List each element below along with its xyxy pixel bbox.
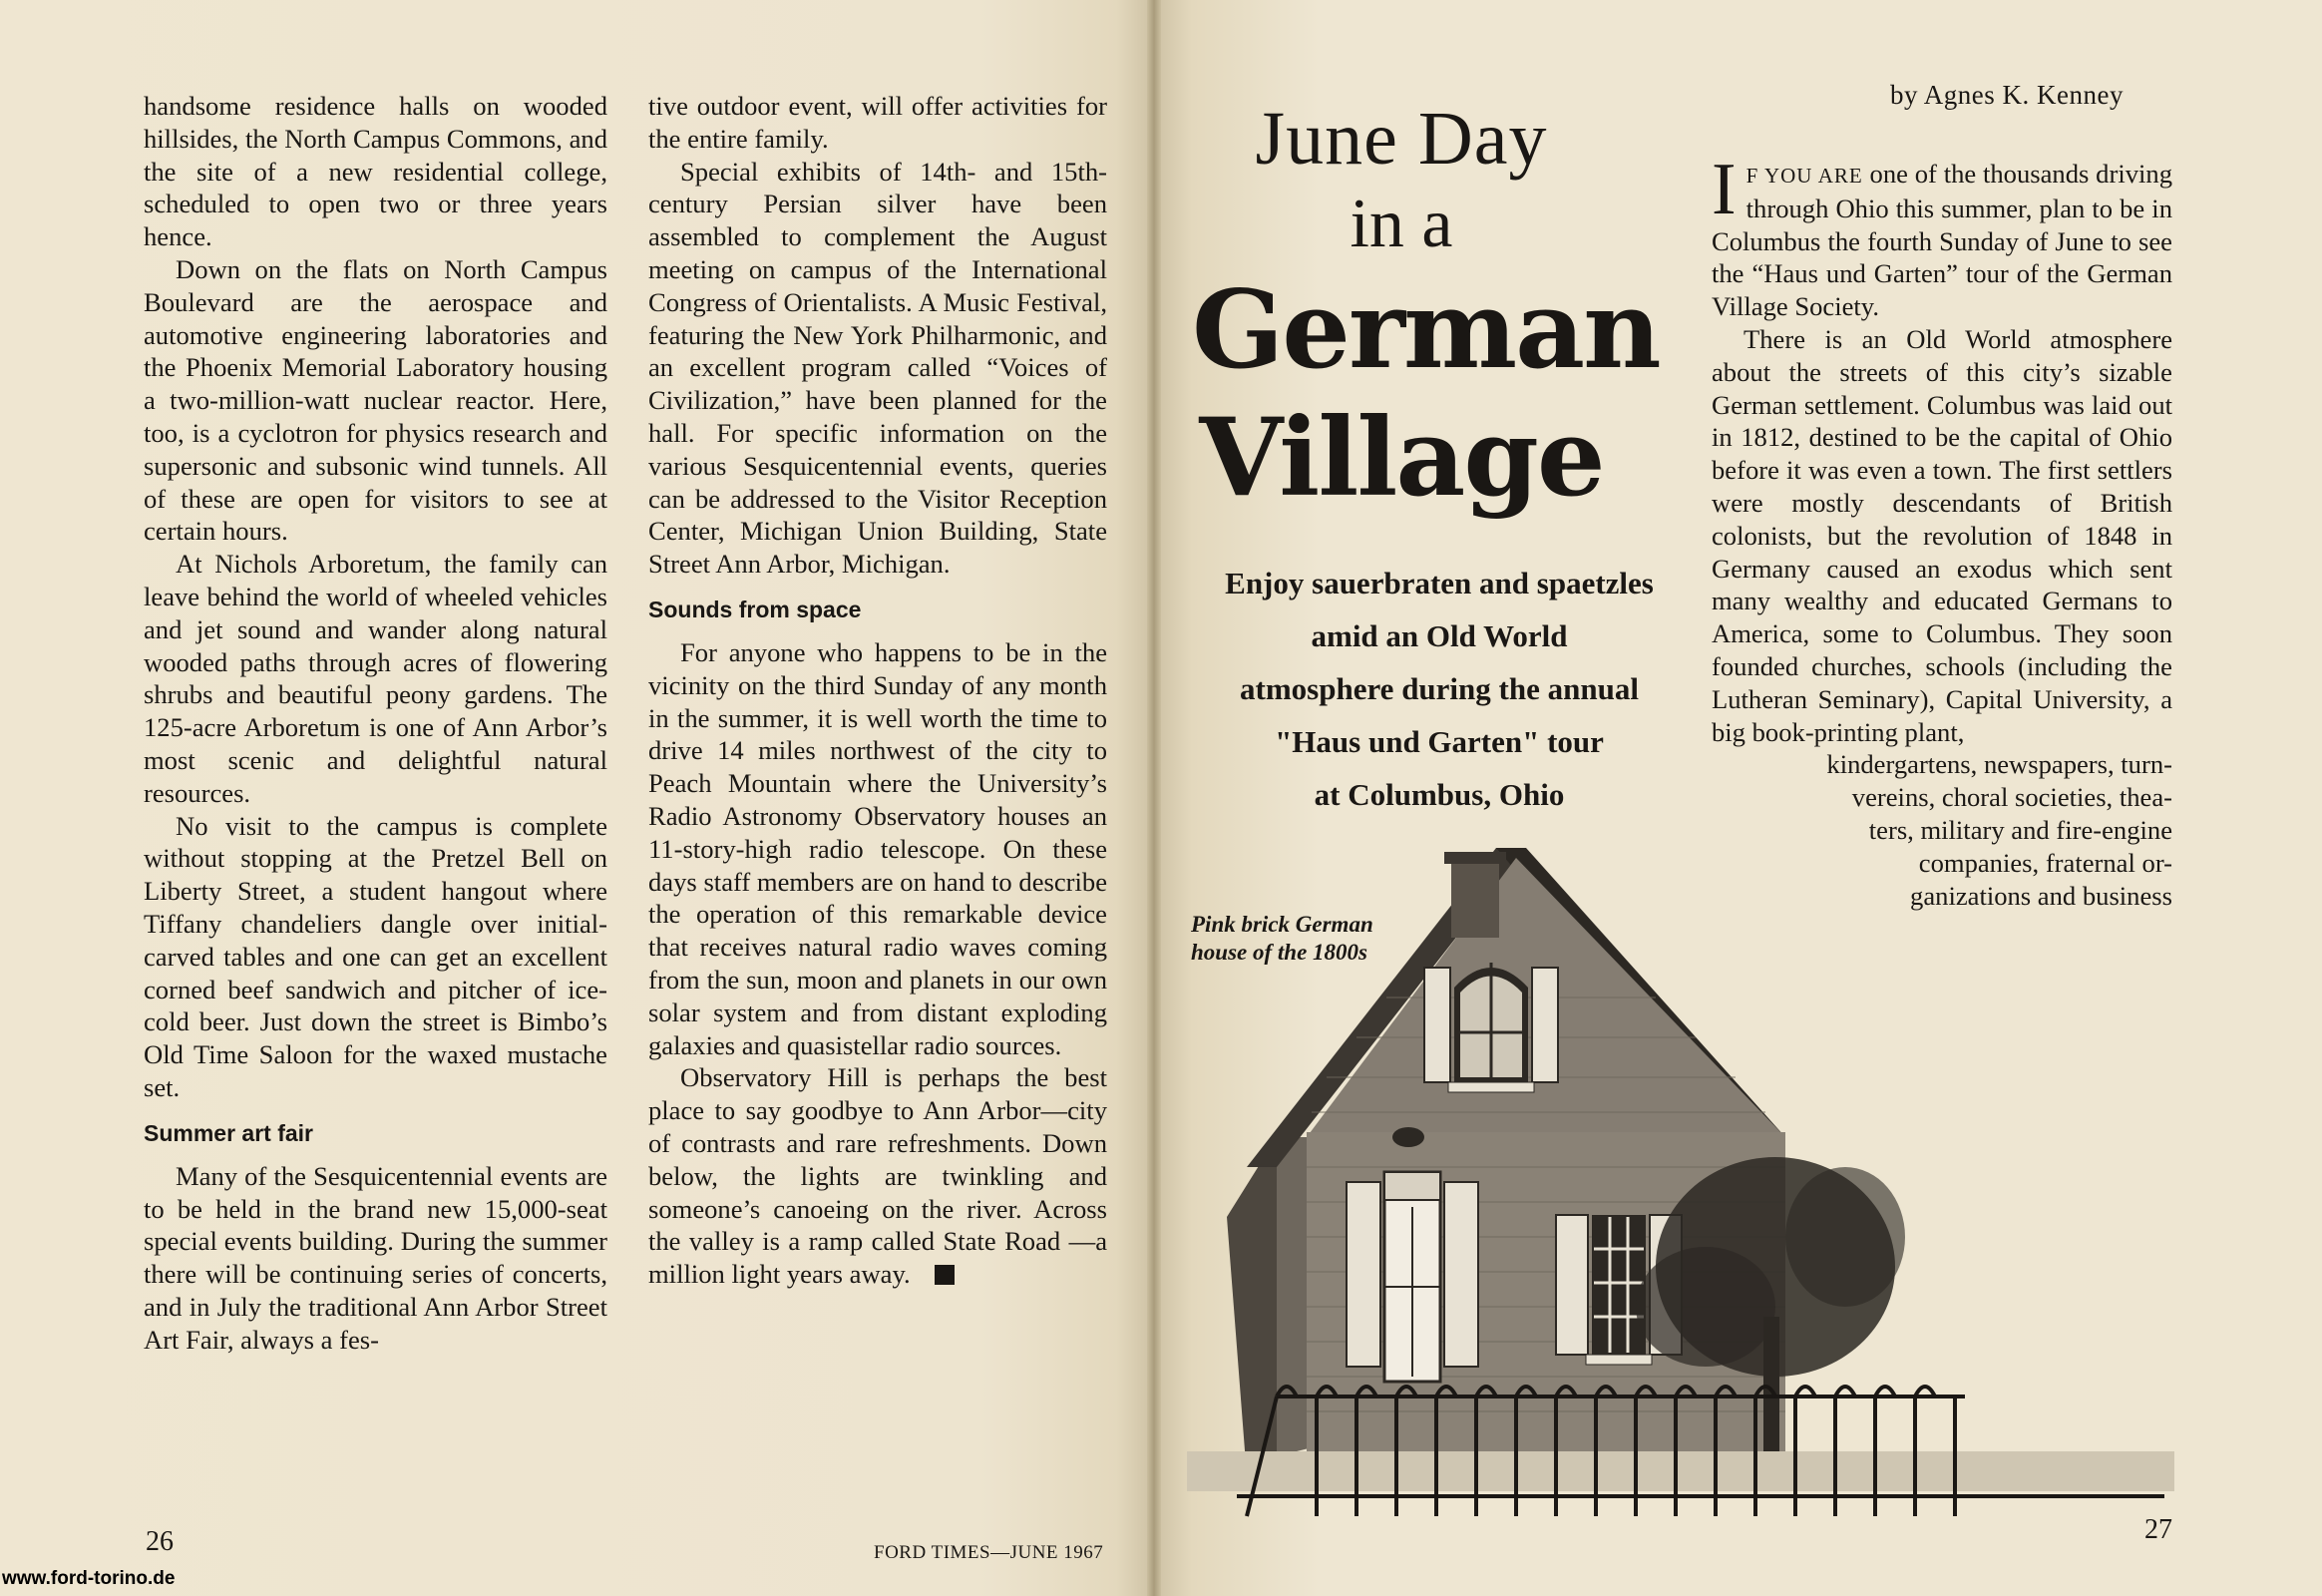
subtitle-line: amid an Old World (1311, 618, 1568, 653)
article-title (1192, 95, 1660, 522)
intro-paragraph (1712, 149, 2172, 323)
article-subtitle (1175, 557, 1704, 821)
end-of-article-mark (935, 1265, 955, 1285)
wrapped-line: ganizations and business (1910, 880, 2172, 911)
paragraph: Down on the flats on North Campus Boulevard are the aerospace and automotive engineering laboratories and the Phoenix Memorial Laboratory housing a two-million-watt nuclear reactor. Here, too, is a cyclotron for physics research and supersonic and subsonic wind tunnels. All of these are open for visitors to see at certain hours. (144, 253, 607, 547)
caption-line: house of the 1800s (1191, 940, 1367, 965)
magazine-footer: FORD TIMES—JUNE 1967 (874, 1542, 1104, 1563)
paragraph: For anyone who happens to be in the vicinity on the third Sunday of any month in the summer, it is well worth the time to drive 14 miles northwest of the city to Peach Mountain where the University’s Radio Astronomy Observatory houses an 11-story-high radio telescope. On these days staff members are on hand to describe the operation of this remarkable device that receives natural radio waves coming from the sun, moon and planets in our own solar system and from distant exploding galaxies and quasistellar radio sources. (648, 636, 1107, 1060)
subtitle-line: atmosphere during the annual (1240, 671, 1639, 706)
subtitle-line: Enjoy sauerbraten and spaetzles (1225, 566, 1654, 600)
title-line-blackletter: Village (1199, 395, 1604, 521)
subtitle-line: at Columbus, Ohio (1314, 777, 1565, 812)
wrapped-line: companies, fraternal or- (1918, 847, 2172, 878)
shutter (1444, 1182, 1478, 1367)
window (1592, 1215, 1646, 1355)
wrapped-line: vereins, choral societies, thea- (1851, 782, 2172, 813)
left-column-2 (648, 90, 1107, 1291)
book-gutter (1147, 0, 1161, 1596)
right-column (1712, 149, 2172, 912)
section-heading-sounds-from-space: Sounds from space (648, 596, 862, 622)
left-column-1 (144, 90, 607, 1356)
shutter (1424, 968, 1450, 1082)
paragraph: There is an Old World atmosphere about the streets of this city’s sizable German settlement. Columbus was laid out in 1812, destined to be the capital of Ohio before it was even a town. The first settlers were mostly descendants of British colonists, but the revolution of 1848 in Germany caused an exodus which sent many wealthy and educated Germans to America, some to Columbus. They soon founded churches, schools (including the Lutheran Seminary), Capital University, a big book-printing plant, (1712, 323, 2172, 747)
page-number-left: 26 (146, 1526, 174, 1557)
paragraph: handsome residence halls on wooded hillsides, the North Campus Commons, and the site of a new residential college, scheduled to open two or three years hence. (144, 91, 607, 252)
subtitle-line: "Haus und Garten" tour (1275, 724, 1604, 759)
paragraph (648, 1061, 1107, 1291)
title-line-blackletter: German (1192, 267, 1660, 393)
page-number-right: 27 (2144, 1514, 2172, 1545)
byline: by Agnes K. Kenney (1890, 80, 2124, 110)
paragraph: At Nichols Arboretum, the family can leave behind the world of wheeled vehicles and jet sound and wander along natural wooded paths through acres of flowering shrubs and beautiful peony gardens. The 125-acre Arboretum is one of Ann Arbor’s most scenic and delightful natural resources. (144, 549, 607, 808)
paragraph: tive outdoor event, will offer activities for the entire family. (648, 91, 1107, 154)
paragraph-text: Observatory Hill is perhaps the best place to say goodbye to Ann Arbor—city of contrasts and rare refreshments. Down below, the lights are twinkling and someone’s canoeing on the river. Across the valley is a ramp called State Road —a million light years away. (648, 1062, 1107, 1290)
caption-line: Pink brick German (1191, 912, 1373, 937)
drop-cap: I (1712, 149, 1737, 230)
title-line: June Day (1255, 97, 1548, 181)
paragraph-text: one of the thousands driving through Ohio this summer, plan to be in Columbus the fourth Sunday of June to see the “Haus und Garten” tour of the German Village Society. (1712, 159, 2172, 322)
paragraph: Many of the Sesquicentennial events are to be held in the brand new 15,000-seat special events building. During the summer there will be continuing series of concerts, and in July the traditional Ann Arbor Street Art Fair, always a fes- (144, 1160, 607, 1355)
wrapped-line: ters, military and fire-engine (1868, 814, 2172, 845)
ground (1187, 1451, 2174, 1491)
title-line: in a (1350, 186, 1453, 262)
shutter (1532, 968, 1558, 1082)
paragraph: No visit to the campus is complete without stopping at the Pretzel Bell on Liberty Street, a student hangout where Tiffany chandeliers dangle over initial-carved tables and one can get an excellent corned beef sandwich and pitcher of ice-cold beer. Just down the street is Bimbo’s Old Time Saloon for the waxed mustache set. (144, 810, 607, 1102)
shutter (1556, 1215, 1588, 1355)
lamp (1392, 1127, 1424, 1147)
paragraph: Special exhibits of 14th- and 15th-century Persian silver have been assembled to complement the August meeting on campus of the International Congress of Orientalists. A Music Festival, featuring the New York Philharmonic, and an excellent program called “Voices of Civilization,” have been planned for the hall. For specific information on the various Sesquicentennial events, queries can be addressed to the Visitor Reception Center, Michigan Union Building, State Street Ann Arbor, Michigan. (648, 156, 1107, 580)
lead-smallcaps: F YOU ARE (1745, 164, 1863, 188)
illustration-caption (1191, 911, 1373, 967)
wrapped-line: kindergartens, newspapers, turn- (1826, 749, 2172, 780)
chimney (1451, 858, 1499, 938)
section-heading-summer-art-fair: Summer art fair (144, 1119, 314, 1146)
watermark: www.ford-torino.de (2, 1568, 176, 1589)
shutter (1347, 1182, 1380, 1367)
